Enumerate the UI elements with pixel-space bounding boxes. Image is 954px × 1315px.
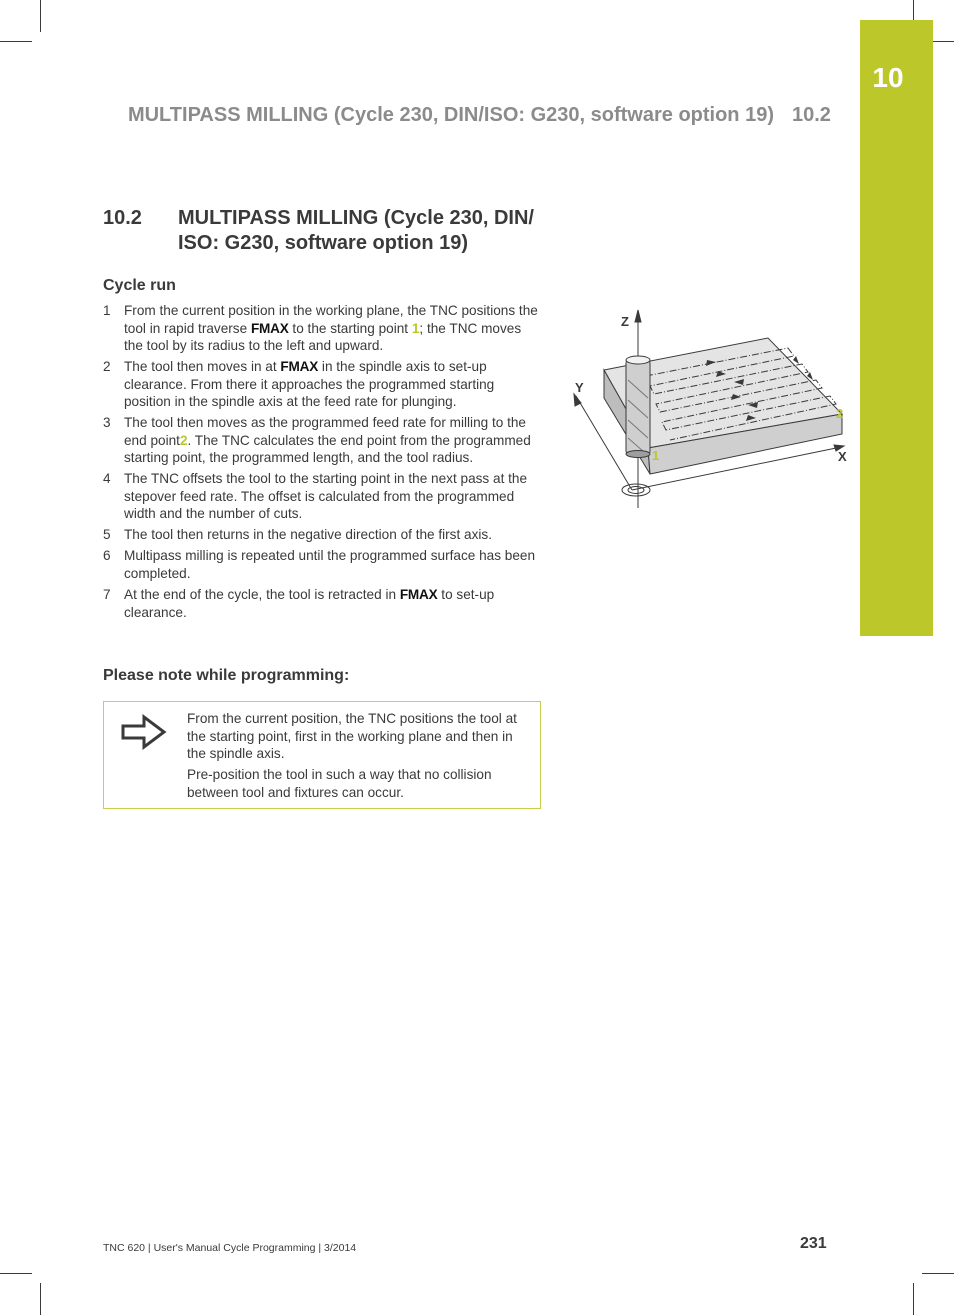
cycle-step [103, 470, 543, 523]
programming-note-text [187, 710, 535, 805]
section-number: 10.2 [103, 207, 142, 229]
section-title [178, 206, 558, 256]
step-number: 6 [103, 548, 111, 564]
running-header-title: MULTIPASS MILLING (Cycle 230, DIN/ISO: G230, software option 19) [127, 104, 774, 126]
step-number: 7 [103, 587, 111, 603]
multipass-milling-figure [566, 302, 856, 512]
section-title-line: ISO: G230, software option 19) [178, 232, 469, 254]
step-text-part: At the end of the cycle, the tool is retracted in [124, 587, 400, 603]
crop-mark [922, 1273, 954, 1274]
running-header-number: 10.2 [792, 104, 831, 126]
crop-mark [40, 0, 41, 32]
step-number: 2 [103, 359, 111, 375]
milling-cutter-icon [626, 356, 650, 458]
note-paragraph: From the current position, the TNC positions the tool at the starting point, first in the working plane and then in the spindle axis. [187, 711, 517, 761]
chapter-tab [860, 20, 933, 636]
axis-label-z: Z [621, 314, 629, 329]
page-number: 231 [800, 1235, 827, 1252]
step-text-part: . The TNC calculates the end point from the programmed starting point, the programmed length, and the tool radius. [124, 432, 531, 466]
cycle-step [103, 547, 543, 582]
axis-label-y: Y [575, 380, 584, 395]
section-title-line: MULTIPASS MILLING (Cycle 230, DIN/ [178, 207, 534, 229]
cycle-step [103, 414, 543, 467]
crop-mark [0, 41, 32, 42]
step-text [124, 547, 543, 582]
step-text [124, 586, 543, 621]
crop-mark [40, 1283, 41, 1315]
programming-note-box [103, 701, 541, 809]
step-text-part: The tool then returns in the negative direction of the first axis. [124, 527, 492, 543]
start-point-label: 1 [652, 448, 660, 463]
cycle-step [103, 526, 543, 544]
chapter-number: 10 [872, 62, 904, 93]
step-number: 3 [103, 415, 111, 431]
step-number: 1 [103, 303, 111, 318]
cycle-step [103, 358, 543, 411]
step-text-part: The tool then moves in at [124, 359, 281, 375]
footer-text: TNC 620 | User's Manual Cycle Programming | 3/2014 [103, 1242, 357, 1254]
axis-label-x: X [838, 449, 847, 464]
step-number: 5 [103, 527, 111, 543]
programming-note-heading: Please note while programming: [103, 667, 350, 684]
crop-mark [0, 1273, 32, 1274]
cycle-run-steps [103, 302, 543, 625]
step-text-part: in the spindle axis to set-up clearance. From there it approaches the programmed starting position in the spindle axis at the feed rate for plunging. [124, 359, 495, 410]
end-point-label: 2 [836, 406, 844, 421]
step-text-part: The tool then moves as the programmed feed rate for milling to the end point [124, 415, 526, 448]
cycle-run-heading: Cycle run [103, 277, 176, 294]
step-text [124, 358, 543, 411]
step-keyword: FMAX [399, 587, 438, 603]
cycle-step [103, 586, 543, 621]
step-text-part: From the current position in the working plane, the TNC positions the tool in rapid traverse [124, 303, 538, 336]
step-text-part: The TNC offsets the tool to the starting point in the next pass at the stepover feed rate. The offset is calculated from the programmed width and the number of cuts. [124, 471, 528, 522]
step-number: 4 [103, 471, 111, 487]
step-text [124, 414, 543, 467]
step-keyword: FMAX [280, 359, 319, 375]
step-text-part: ; the TNC moves the tool by its radius to the left and upward. [124, 320, 522, 353]
step-keyword: FMAX [250, 320, 289, 336]
step-text [124, 302, 543, 355]
step-text-part: Multipass milling is repeated until the programmed surface has been completed. [124, 548, 536, 581]
step-text-part: to the starting point [288, 320, 412, 336]
step-text [124, 526, 543, 544]
crop-mark [913, 1283, 914, 1315]
step-text [124, 470, 543, 523]
step-point-ref: 1 [411, 320, 420, 336]
cycle-step [103, 302, 543, 355]
step-text-part: to set-up clearance. [124, 587, 495, 620]
step-point-ref: 2 [179, 432, 188, 448]
right-arrow-icon [120, 712, 168, 752]
note-paragraph: Pre-position the tool in such a way that no collision between tool and fixtures can occur. [187, 767, 492, 800]
